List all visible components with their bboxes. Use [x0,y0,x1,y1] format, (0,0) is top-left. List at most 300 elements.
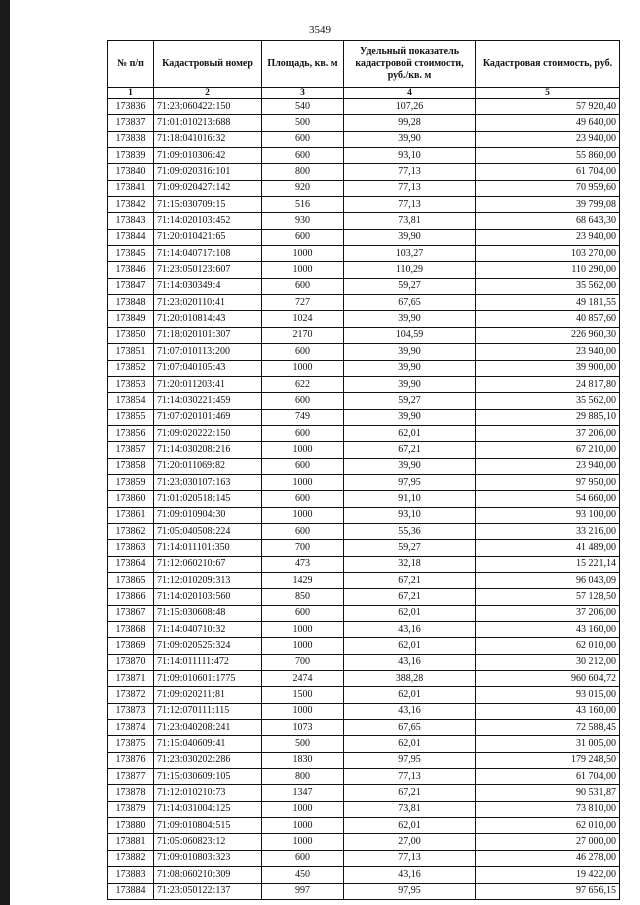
table-row [108,507,620,523]
cadastral-cost-cell: 68 643,30 [476,213,620,229]
row-number-cell: 173878 [108,785,154,801]
unit-value-cell: 39,90 [344,409,476,425]
row-number-cell: 173865 [108,572,154,588]
area-cell: 1830 [262,752,344,768]
row-number-cell: 173877 [108,769,154,785]
area-cell: 1024 [262,311,344,327]
unit-value-cell: 62,01 [344,818,476,834]
row-number-cell: 173849 [108,311,154,327]
unit-value-cell: 62,01 [344,605,476,621]
table-row [108,131,620,147]
cadastral-number-cell: 71:09:010803:323 [154,850,262,866]
table-row [108,720,620,736]
header-cadastral-cost: Кадастровая стоимость, руб. [476,41,620,88]
row-number-cell: 173866 [108,589,154,605]
area-cell: 500 [262,115,344,131]
cadastral-cost-cell: 57 128,50 [476,589,620,605]
cadastral-cost-cell: 35 562,00 [476,393,620,409]
row-number-cell: 173860 [108,491,154,507]
cadastral-cost-cell: 33 216,00 [476,523,620,539]
unit-value-cell: 99,28 [344,115,476,131]
table-row [108,458,620,474]
area-cell: 2474 [262,671,344,687]
area-cell: 800 [262,769,344,785]
cadastral-number-cell: 71:01:010213:688 [154,115,262,131]
unit-value-cell: 97,95 [344,752,476,768]
cadastral-cost-cell: 62 010,00 [476,818,620,834]
column-number: 1 [108,88,154,99]
table-row [108,344,620,360]
area-cell: 516 [262,197,344,213]
cadastral-cost-cell: 103 270,00 [476,246,620,262]
unit-value-cell: 388,28 [344,671,476,687]
cadastral-number-cell: 71:12:060210:67 [154,556,262,572]
cadastral-cost-cell: 46 278,00 [476,850,620,866]
unit-value-cell: 77,13 [344,769,476,785]
table-row [108,491,620,507]
column-number-row [108,88,620,99]
area-cell: 1000 [262,507,344,523]
row-number-cell: 173879 [108,801,154,817]
cadastral-number-cell: 71:07:040105:43 [154,360,262,376]
area-cell: 1500 [262,687,344,703]
cadastral-cost-cell: 93 100,00 [476,507,620,523]
cadastral-cost-cell: 61 704,00 [476,164,620,180]
unit-value-cell: 39,90 [344,344,476,360]
unit-value-cell: 39,90 [344,360,476,376]
cadastral-number-cell: 71:23:030202:286 [154,752,262,768]
row-number-cell: 173852 [108,360,154,376]
unit-value-cell: 67,21 [344,442,476,458]
table-row [108,801,620,817]
row-number-cell: 173850 [108,327,154,343]
cadastral-cost-cell: 97 656,15 [476,883,620,899]
cadastral-value-table [107,40,620,900]
row-number-cell: 173848 [108,295,154,311]
table-row [108,736,620,752]
area-cell: 1000 [262,834,344,850]
unit-value-cell: 62,01 [344,425,476,441]
area-cell: 850 [262,589,344,605]
row-number-cell: 173883 [108,867,154,883]
row-number-cell: 173837 [108,115,154,131]
row-number-cell: 173876 [108,752,154,768]
table-row [108,246,620,262]
area-cell: 600 [262,393,344,409]
cadastral-cost-cell: 226 960,30 [476,327,620,343]
unit-value-cell: 59,27 [344,393,476,409]
cadastral-cost-cell: 90 531,87 [476,785,620,801]
cadastral-cost-cell: 67 210,00 [476,442,620,458]
row-number-cell: 173869 [108,638,154,654]
table-row [108,442,620,458]
row-number-cell: 173840 [108,164,154,180]
unit-value-cell: 39,90 [344,376,476,392]
cadastral-number-cell: 71:20:010421:65 [154,229,262,245]
table-row [108,589,620,605]
table-row [108,262,620,278]
table-row [108,115,620,131]
row-number-cell: 173836 [108,99,154,115]
cadastral-number-cell: 71:15:030609:105 [154,769,262,785]
scan-edge-bar [0,0,10,905]
row-number-cell: 173864 [108,556,154,572]
table-row [108,850,620,866]
area-cell: 622 [262,376,344,392]
table-row [108,556,620,572]
row-number-cell: 173857 [108,442,154,458]
area-cell: 1000 [262,818,344,834]
cadastral-cost-cell: 93 015,00 [476,687,620,703]
cadastral-number-cell: 71:09:010804:515 [154,818,262,834]
cadastral-number-cell: 71:14:011101:350 [154,540,262,556]
row-number-cell: 173862 [108,523,154,539]
row-number-cell: 173868 [108,622,154,638]
unit-value-cell: 77,13 [344,197,476,213]
unit-value-cell: 110,29 [344,262,476,278]
row-number-cell: 173871 [108,671,154,687]
unit-value-cell: 43,16 [344,622,476,638]
table-row [108,654,620,670]
row-number-cell: 173843 [108,213,154,229]
cadastral-number-cell: 71:23:020110:41 [154,295,262,311]
row-number-cell: 173872 [108,687,154,703]
row-number-cell: 173874 [108,720,154,736]
area-cell: 600 [262,523,344,539]
unit-value-cell: 67,21 [344,589,476,605]
area-cell: 450 [262,867,344,883]
area-cell: 920 [262,180,344,196]
cadastral-number-cell: 71:01:020518:145 [154,491,262,507]
cadastral-cost-cell: 61 704,00 [476,769,620,785]
unit-value-cell: 62,01 [344,687,476,703]
area-cell: 1000 [262,638,344,654]
area-cell: 997 [262,883,344,899]
cadastral-cost-cell: 41 489,00 [476,540,620,556]
page-number: 3549 [309,24,331,36]
table-row [108,99,620,115]
area-cell: 540 [262,99,344,115]
cadastral-cost-cell: 39 799,08 [476,197,620,213]
area-cell: 600 [262,458,344,474]
area-cell: 500 [262,736,344,752]
cadastral-number-cell: 71:05:060823:12 [154,834,262,850]
cadastral-number-cell: 71:14:020103:560 [154,589,262,605]
unit-value-cell: 67,65 [344,295,476,311]
cadastral-cost-cell: 49 640,00 [476,115,620,131]
cadastral-cost-cell: 179 248,50 [476,752,620,768]
table-row [108,213,620,229]
table-row [108,197,620,213]
area-cell: 700 [262,654,344,670]
unit-value-cell: 77,13 [344,180,476,196]
unit-value-cell: 27,00 [344,834,476,850]
row-number-cell: 173842 [108,197,154,213]
cadastral-number-cell: 71:09:010904:30 [154,507,262,523]
row-number-cell: 173867 [108,605,154,621]
cadastral-number-cell: 71:12:070111:115 [154,703,262,719]
unit-value-cell: 32,18 [344,556,476,572]
cadastral-cost-cell: 23 940,00 [476,458,620,474]
row-number-cell: 173854 [108,393,154,409]
cadastral-cost-cell: 40 857,60 [476,311,620,327]
unit-value-cell: 67,65 [344,720,476,736]
row-number-cell: 173863 [108,540,154,556]
table-row [108,278,620,294]
cadastral-cost-cell: 23 940,00 [476,344,620,360]
cadastral-cost-cell: 49 181,55 [476,295,620,311]
cadastral-number-cell: 71:08:060210:309 [154,867,262,883]
cadastral-number-cell: 71:12:010209:313 [154,572,262,588]
column-number: 4 [344,88,476,99]
unit-value-cell: 62,01 [344,638,476,654]
column-number: 5 [476,88,620,99]
unit-value-cell: 59,27 [344,278,476,294]
table-row [108,393,620,409]
table-row [108,523,620,539]
cadastral-number-cell: 71:07:020101:469 [154,409,262,425]
unit-value-cell: 93,10 [344,148,476,164]
row-number-cell: 173839 [108,148,154,164]
cadastral-cost-cell: 37 206,00 [476,605,620,621]
area-cell: 1000 [262,622,344,638]
area-cell: 1000 [262,703,344,719]
unit-value-cell: 77,13 [344,164,476,180]
cadastral-cost-cell: 57 920,40 [476,99,620,115]
header-cadastral-number: Кадастровый номер [154,41,262,88]
table-row [108,148,620,164]
area-cell: 600 [262,425,344,441]
cadastral-number-cell: 71:23:030107:163 [154,474,262,490]
cadastral-number-cell: 71:09:020427:142 [154,180,262,196]
unit-value-cell: 59,27 [344,540,476,556]
cadastral-number-cell: 71:12:010210:73 [154,785,262,801]
cadastral-number-cell: 71:09:010306:42 [154,148,262,164]
row-number-cell: 173853 [108,376,154,392]
area-cell: 600 [262,344,344,360]
cadastral-number-cell: 71:14:030208:216 [154,442,262,458]
unit-value-cell: 103,27 [344,246,476,262]
table-row [108,164,620,180]
cadastral-cost-cell: 23 940,00 [476,131,620,147]
table-row [108,540,620,556]
cadastral-number-cell: 71:14:031004:125 [154,801,262,817]
cadastral-number-cell: 71:23:050123:607 [154,262,262,278]
area-cell: 600 [262,605,344,621]
area-cell: 1000 [262,801,344,817]
row-number-cell: 173858 [108,458,154,474]
cadastral-cost-cell: 15 221,14 [476,556,620,572]
row-number-cell: 173875 [108,736,154,752]
area-cell: 600 [262,148,344,164]
cadastral-number-cell: 71:14:040717:108 [154,246,262,262]
cadastral-number-cell: 71:09:020316:101 [154,164,262,180]
unit-value-cell: 39,90 [344,131,476,147]
area-cell: 473 [262,556,344,572]
unit-value-cell: 43,16 [344,654,476,670]
table-row [108,752,620,768]
cadastral-cost-cell: 73 810,00 [476,801,620,817]
table-row [108,834,620,850]
header-row-number: № п/п [108,41,154,88]
table-row [108,327,620,343]
row-number-cell: 173855 [108,409,154,425]
unit-value-cell: 73,81 [344,801,476,817]
cadastral-number-cell: 71:09:020222:150 [154,425,262,441]
header-area: Площадь, кв. м [262,41,344,88]
cadastral-number-cell: 71:14:030349:4 [154,278,262,294]
cadastral-cost-cell: 55 860,00 [476,148,620,164]
table-row [108,622,620,638]
row-number-cell: 173845 [108,246,154,262]
table-row [108,409,620,425]
cadastral-number-cell: 71:20:011069:82 [154,458,262,474]
area-cell: 1000 [262,246,344,262]
cadastral-cost-cell: 39 900,00 [476,360,620,376]
cadastral-cost-cell: 70 959,60 [476,180,620,196]
row-number-cell: 173881 [108,834,154,850]
cadastral-cost-cell: 24 817,80 [476,376,620,392]
table-row [108,180,620,196]
table-row [108,376,620,392]
unit-value-cell: 104,59 [344,327,476,343]
cadastral-number-cell: 71:15:030709:15 [154,197,262,213]
cadastral-cost-cell: 35 562,00 [476,278,620,294]
cadastral-cost-cell: 110 290,00 [476,262,620,278]
cadastral-cost-cell: 37 206,00 [476,425,620,441]
table-row [108,818,620,834]
row-number-cell: 173880 [108,818,154,834]
unit-value-cell: 43,16 [344,703,476,719]
unit-value-cell: 39,90 [344,311,476,327]
cadastral-cost-cell: 29 885,10 [476,409,620,425]
unit-value-cell: 39,90 [344,458,476,474]
area-cell: 1429 [262,572,344,588]
area-cell: 1000 [262,442,344,458]
cadastral-number-cell: 71:14:011111:472 [154,654,262,670]
table-row [108,769,620,785]
table-row [108,229,620,245]
unit-value-cell: 67,21 [344,572,476,588]
cadastral-number-cell: 71:14:030221:459 [154,393,262,409]
row-number-cell: 173838 [108,131,154,147]
unit-value-cell: 43,16 [344,867,476,883]
cadastral-number-cell: 71:07:010113:200 [154,344,262,360]
cadastral-number-cell: 71:14:040710:32 [154,622,262,638]
cadastral-number-cell: 71:20:010814:43 [154,311,262,327]
cadastral-number-cell: 71:20:011203:41 [154,376,262,392]
cadastral-number-cell: 71:23:060422:150 [154,99,262,115]
table-row [108,671,620,687]
area-cell: 1000 [262,474,344,490]
area-cell: 600 [262,131,344,147]
table-row [108,638,620,654]
cadastral-number-cell: 71:05:040508:224 [154,523,262,539]
table-row [108,785,620,801]
cadastral-cost-cell: 23 940,00 [476,229,620,245]
unit-value-cell: 55,36 [344,523,476,539]
area-cell: 2170 [262,327,344,343]
table-header-row [108,41,620,88]
cadastral-number-cell: 71:09:020525:324 [154,638,262,654]
row-number-cell: 173859 [108,474,154,490]
area-cell: 1000 [262,360,344,376]
unit-value-cell: 73,81 [344,213,476,229]
table-row [108,703,620,719]
cadastral-number-cell: 71:23:050122:137 [154,883,262,899]
table-row [108,687,620,703]
row-number-cell: 173884 [108,883,154,899]
area-cell: 600 [262,491,344,507]
area-cell: 600 [262,850,344,866]
cadastral-number-cell: 71:23:040208:241 [154,720,262,736]
cadastral-cost-cell: 31 005,00 [476,736,620,752]
cadastral-cost-cell: 96 043,09 [476,572,620,588]
cadastral-cost-cell: 43 160,00 [476,703,620,719]
cadastral-number-cell: 71:09:010601:1775 [154,671,262,687]
unit-value-cell: 107,26 [344,99,476,115]
unit-value-cell: 97,95 [344,883,476,899]
cadastral-cost-cell: 43 160,00 [476,622,620,638]
cadastral-cost-cell: 19 422,00 [476,867,620,883]
row-number-cell: 173882 [108,850,154,866]
area-cell: 749 [262,409,344,425]
unit-value-cell: 97,95 [344,474,476,490]
cadastral-number-cell: 71:15:040609:41 [154,736,262,752]
area-cell: 700 [262,540,344,556]
table-row [108,572,620,588]
unit-value-cell: 91,10 [344,491,476,507]
row-number-cell: 173856 [108,425,154,441]
area-cell: 600 [262,278,344,294]
row-number-cell: 173846 [108,262,154,278]
cadastral-cost-cell: 960 604,72 [476,671,620,687]
row-number-cell: 173847 [108,278,154,294]
table-row [108,883,620,899]
area-cell: 600 [262,229,344,245]
table-row [108,605,620,621]
cadastral-cost-cell: 54 660,00 [476,491,620,507]
unit-value-cell: 77,13 [344,850,476,866]
header-unit-value: Удельный показатель кадастровой стоимости, руб./кв. м [344,41,476,88]
table-row [108,867,620,883]
row-number-cell: 173870 [108,654,154,670]
cadastral-cost-cell: 30 212,00 [476,654,620,670]
row-number-cell: 173844 [108,229,154,245]
unit-value-cell: 67,21 [344,785,476,801]
table-row [108,360,620,376]
unit-value-cell: 93,10 [344,507,476,523]
row-number-cell: 173841 [108,180,154,196]
cadastral-number-cell: 71:09:020211:81 [154,687,262,703]
cadastral-cost-cell: 97 950,00 [476,474,620,490]
cadastral-number-cell: 71:14:020103:452 [154,213,262,229]
column-number: 3 [262,88,344,99]
cadastral-number-cell: 71:18:020101:307 [154,327,262,343]
row-number-cell: 173861 [108,507,154,523]
cadastral-cost-cell: 72 588,45 [476,720,620,736]
area-cell: 930 [262,213,344,229]
table-row [108,295,620,311]
unit-value-cell: 39,90 [344,229,476,245]
cadastral-cost-cell: 62 010,00 [476,638,620,654]
row-number-cell: 173851 [108,344,154,360]
cadastral-number-cell: 71:18:041016:32 [154,131,262,147]
unit-value-cell: 62,01 [344,736,476,752]
area-cell: 1073 [262,720,344,736]
area-cell: 727 [262,295,344,311]
area-cell: 1000 [262,262,344,278]
